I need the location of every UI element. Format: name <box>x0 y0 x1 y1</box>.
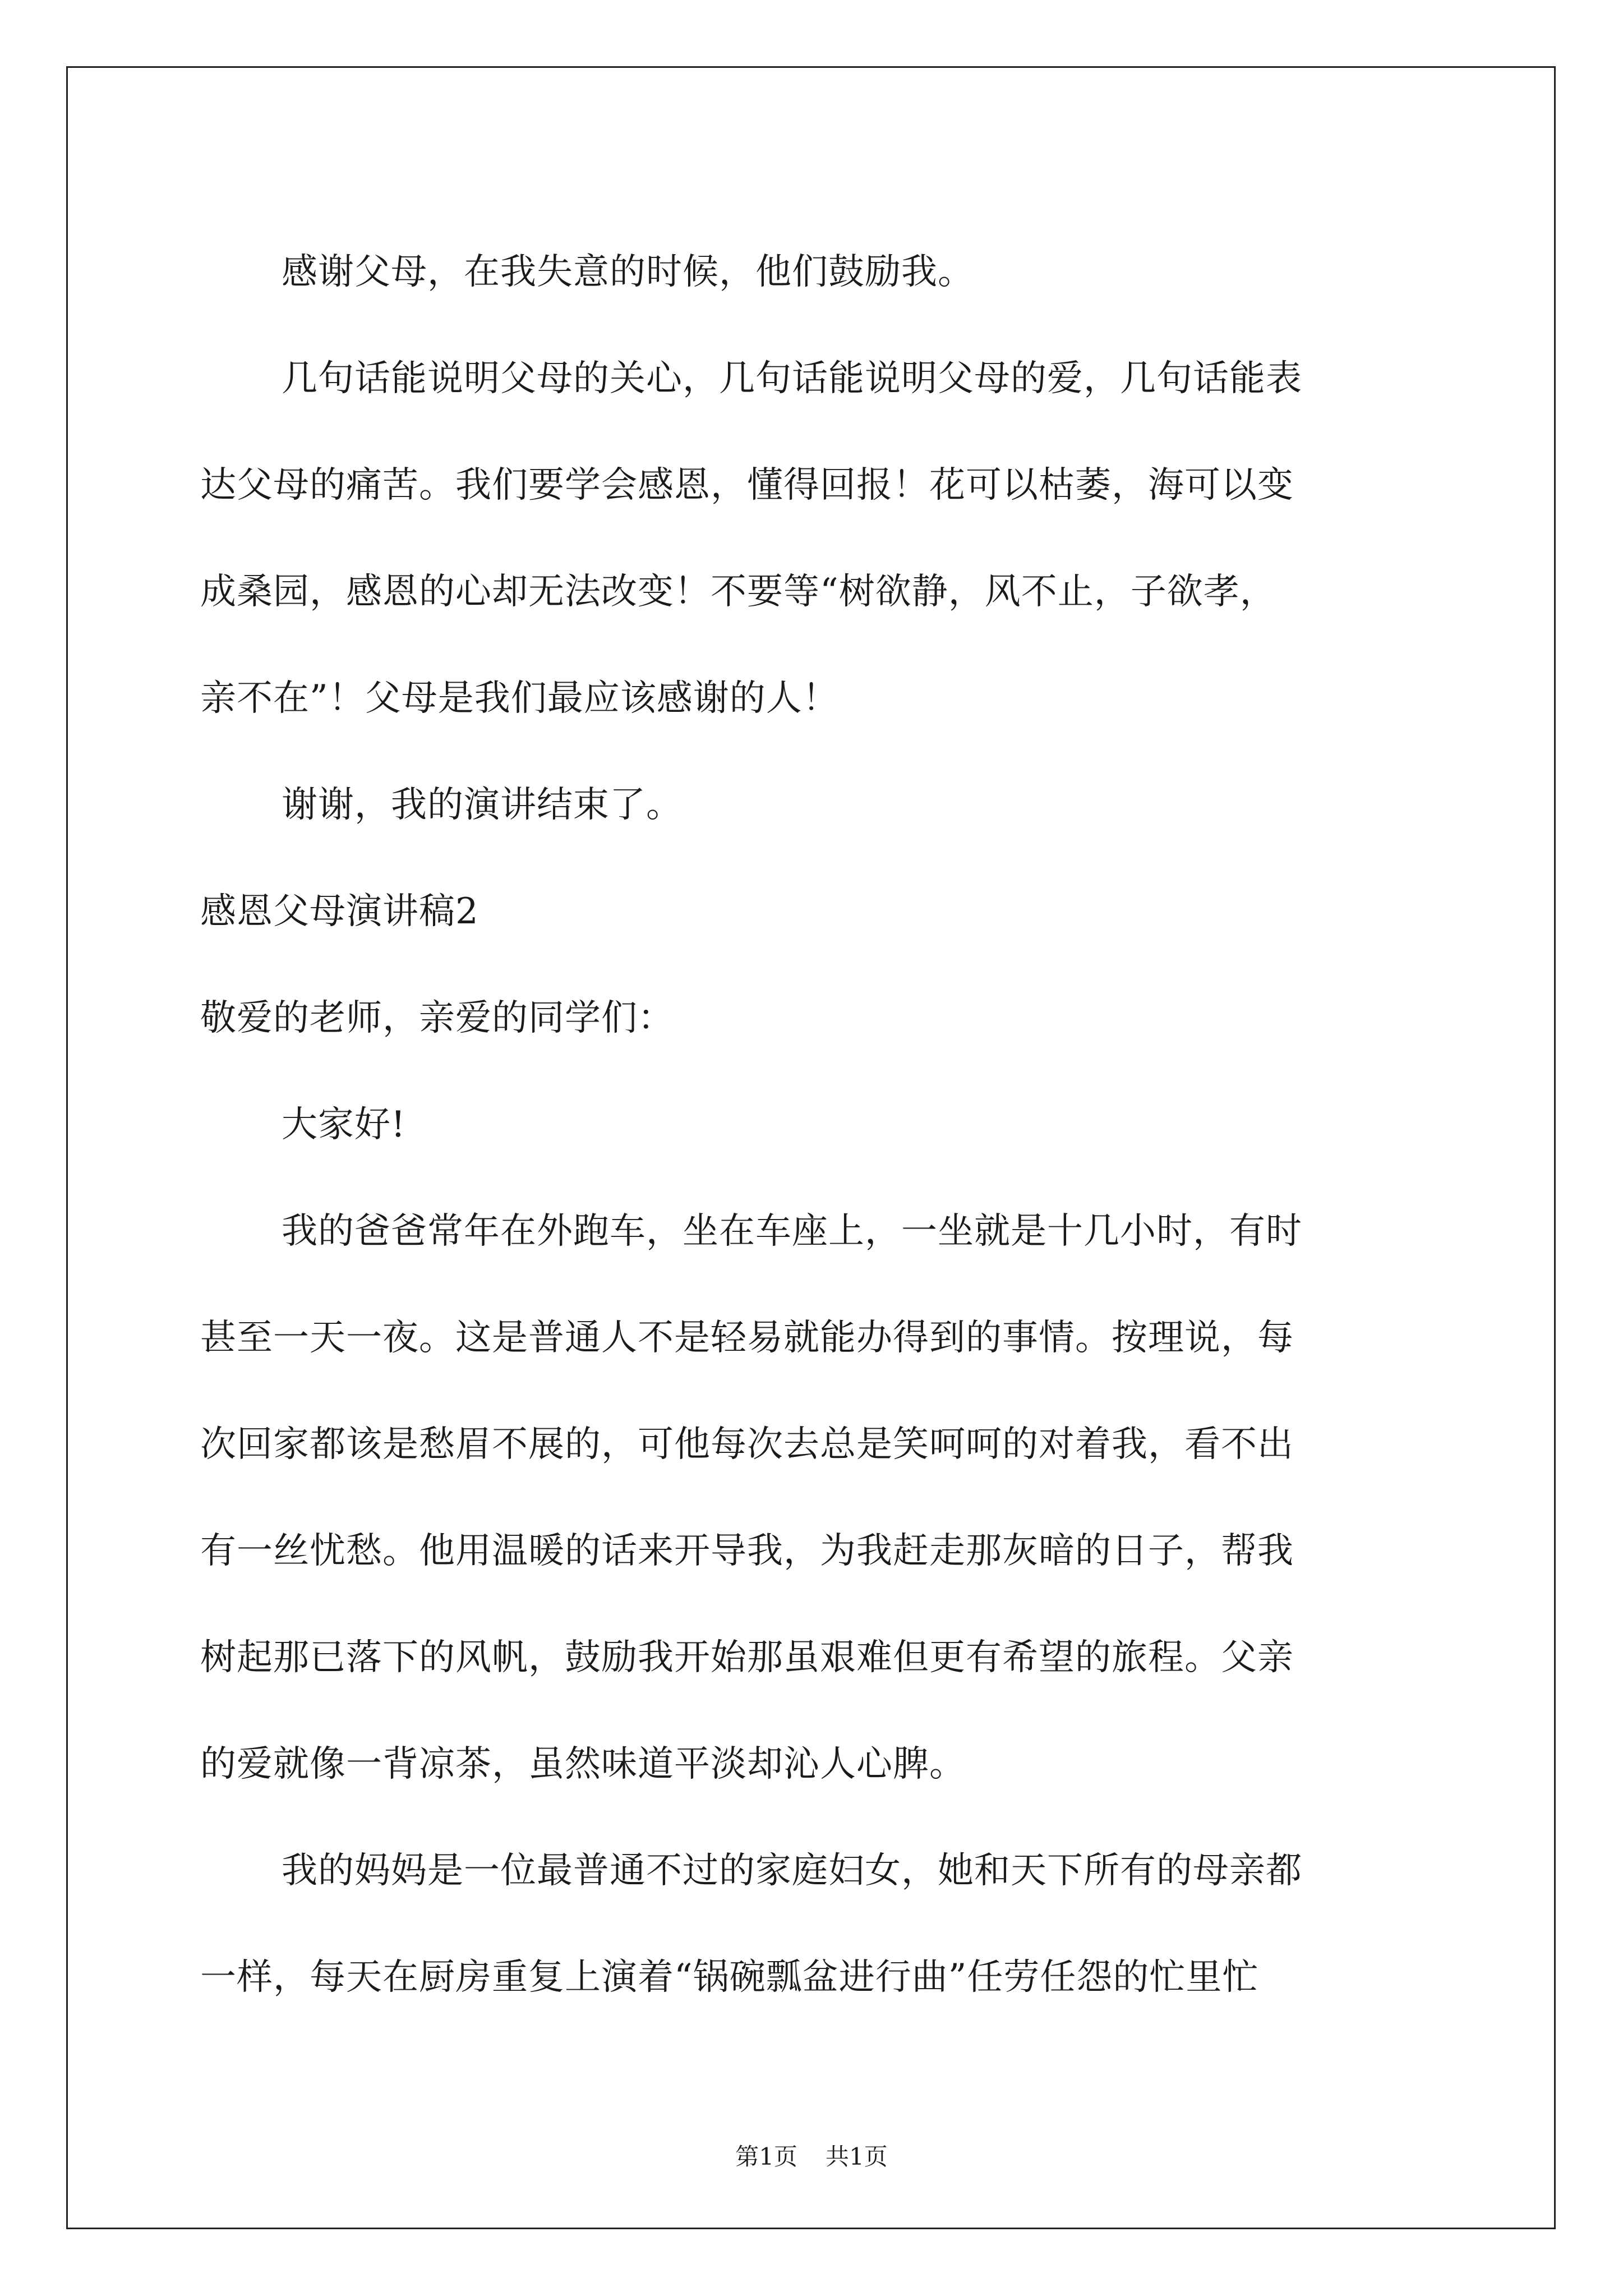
page-footer <box>0 2138 1623 2172</box>
paragraph-line: 甚至一天一夜。这是普通人不是轻易就能办得到的事情。按理说，每 <box>200 1317 1294 1359</box>
paragraph-line: 我的妈妈是一位最普通不过的家庭妇女，她和天下所有的母亲都 <box>282 1850 1302 1892</box>
page-number-total: 共1页 <box>826 2143 888 2170</box>
greeting: 大家好! <box>282 1104 406 1145</box>
paragraph-line: 一样，每天在厨房重复上演着“锅碗瓢盆进行曲”任劳任怨的忙里忙 <box>200 1957 1259 1998</box>
paragraph-line: 有一丝忧愁。他用温暖的话来开导我，为我赶走那灰暗的日子，帮我 <box>200 1530 1294 1572</box>
document-body <box>200 219 1428 2031</box>
page-number-current: 第1页 <box>735 2143 797 2170</box>
paragraph-line: 我的爸爸常年在外跑车，坐在车座上，一坐就是十几小时，有时 <box>282 1211 1302 1252</box>
paragraph-line: 亲不在”！父母是我们最应该感谢的人！ <box>200 678 839 719</box>
paragraph-line: 树起那已落下的风帆，鼓励我开始那虽艰难但更有希望的旅程。父亲 <box>200 1637 1294 1678</box>
paragraph-line: 次回家都该是愁眉不展的，可他每次去总是笑呵呵的对着我，看不出 <box>200 1424 1294 1465</box>
section-title: 感恩父母演讲稿2 <box>200 891 479 932</box>
paragraph-line: 感谢父母，在我失意的时候，他们鼓励我。 <box>282 251 974 293</box>
paragraph-line: 几句话能说明父母的关心，几句话能说明父母的爱，几句话能表 <box>282 358 1302 399</box>
paragraph-line: 的爱就像一背凉茶，虽然味道平淡却沁人心脾。 <box>200 1743 966 1785</box>
paragraph-line: 谢谢，我的演讲结束了。 <box>282 784 683 826</box>
paragraph-line: 达父母的痛苦。我们要学会感恩，懂得回报！花可以枯萎，海可以变 <box>200 464 1294 506</box>
paragraph-line: 成桑园，感恩的心却无法改变！不要等“树欲静，风不止，子欲孝， <box>200 571 1276 613</box>
salutation: 敬爱的老师，亲爱的同学们： <box>200 997 674 1039</box>
